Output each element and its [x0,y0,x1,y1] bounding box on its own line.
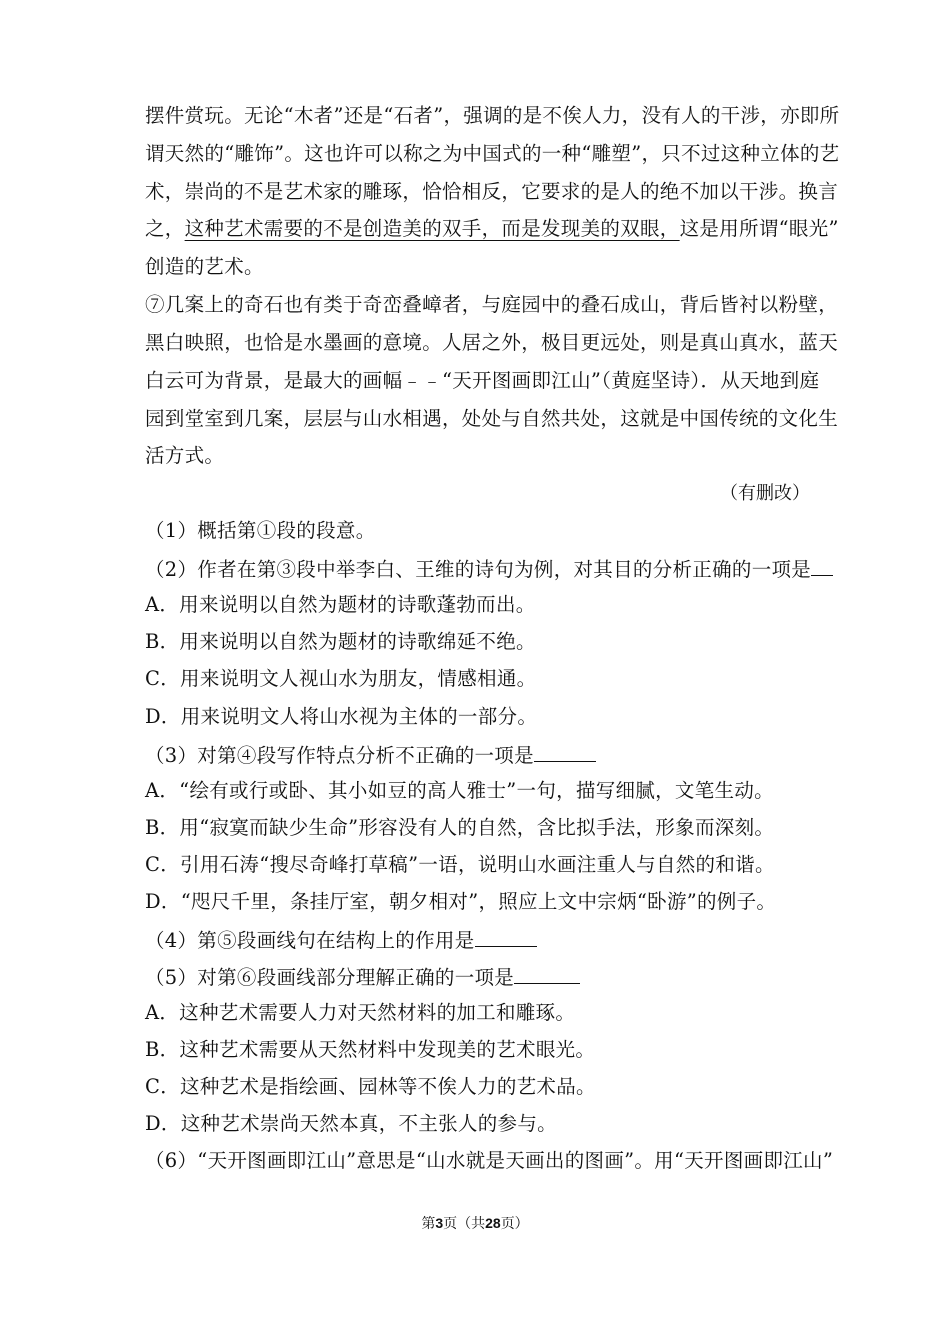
answer-blank [475,926,537,947]
option-a: A．用来说明以自然为题材的诗歌蓬勃而出。 [145,593,536,616]
question-2-text: （2）作者在第③段中举李白、王维的诗句为例，对其目的分析正确的一项是 [145,558,812,581]
passage-line: 摆件赏玩。无论“木者”还是“石者”，强调的是不俟人力，没有人的干涉，亦即所 [145,104,840,127]
footer-text: 第 [421,1216,436,1232]
passage-line-with-underline [145,216,839,242]
option-d: D．用来说明文人将山水视为主体的一部分。 [145,705,538,728]
passage-line: 黑白映照，也恰是水墨画的意境。人居之外，极目更远处，则是真山真水，蓝天 [145,331,839,354]
option-d: D．“咫尺千里，条挂厅室，朝夕相对”，照应上文中宗炳“卧游”的例子。 [145,890,777,913]
option-d: D．这种艺术崇尚天然本真，不主张人的参与。 [145,1112,557,1135]
question-1: （1）概括第①段的段意。 [145,519,376,542]
question-4-text: （4）第⑤段画线句在结构上的作用是 [145,929,475,952]
passage-line: 术，崇尚的不是艺术家的雕琢，恰恰相反，它要求的是人的绝不加以干涉。换言 [145,180,839,203]
passage-line: 活方式。 [145,444,225,467]
footer-text: 页（共 [443,1216,486,1232]
question-6: （6）“天开图画即江山”意思是“山水就是天画出的图画”。用“天开图画即江山” [145,1149,834,1172]
answer-blank [811,555,833,576]
passage-line: 园到堂室到几案，层层与山水相遇，处处与自然共处，这就是中国传统的文化生 [145,407,839,430]
passage-line: 创造的艺术。 [145,255,264,278]
option-b: B．用“寂寞而缺少生命”形容没有人的自然，含比拟手法，形象而深刻。 [145,816,775,839]
source-note: （有删改） [720,483,810,504]
passage-line: ⑦几案上的奇石也有类于奇峦叠嶂者，与庭园中的叠石成山，背后皆衬以粉壁， [145,293,839,316]
question-3 [145,741,596,769]
answer-blank [514,963,580,984]
question-2 [145,555,833,583]
passage-line: 白云可为背景，是最大的画幅﹣﹣“天开图画即江山”（黄庭坚诗）．从天地到庭 [145,369,820,392]
page-number: 3 [435,1215,444,1231]
underlined-sentence: 这种艺术需要的不是创造美的双手，而是发现美的双眼， [184,217,680,240]
question-4 [145,926,537,954]
option-c: C．用来说明文人视山水为朋友，情感相通。 [145,667,537,690]
option-a: A．“绘有或行或卧、其小如豆的高人雅士”一句，描写细腻，文笔生动。 [145,779,774,802]
option-b: B．这种艺术需要从天然材料中发现美的艺术眼光。 [145,1038,596,1061]
total-pages: 28 [485,1215,501,1231]
passage-text: 这是用所谓“眼光” [679,217,839,240]
option-c: C．这种艺术是指绘画、园林等不俟人力的艺术品。 [145,1075,596,1098]
passage-line: 谓天然的“雕饰”。这也许可以称之为中国式的一种“雕塑”，只不过这种立体的艺 [145,142,840,165]
option-c: C．引用石涛“搜尽奇峰打草稿”一语，说明山水画注重人与自然的和谐。 [145,853,775,876]
passage-text: 之， [145,217,185,240]
question-5-text: （5）对第⑥段画线部分理解正确的一项是 [145,966,515,989]
option-a: A．这种艺术需要人力对天然材料的加工和雕琢。 [145,1001,576,1024]
option-b: B．用来说明以自然为题材的诗歌绵延不绝。 [145,630,536,653]
question-3-text: （3）对第④段写作特点分析不正确的一项是 [145,744,534,767]
answer-blank [534,741,596,762]
page-footer [0,1213,950,1234]
question-5 [145,963,580,991]
footer-text: 页） [500,1216,529,1232]
